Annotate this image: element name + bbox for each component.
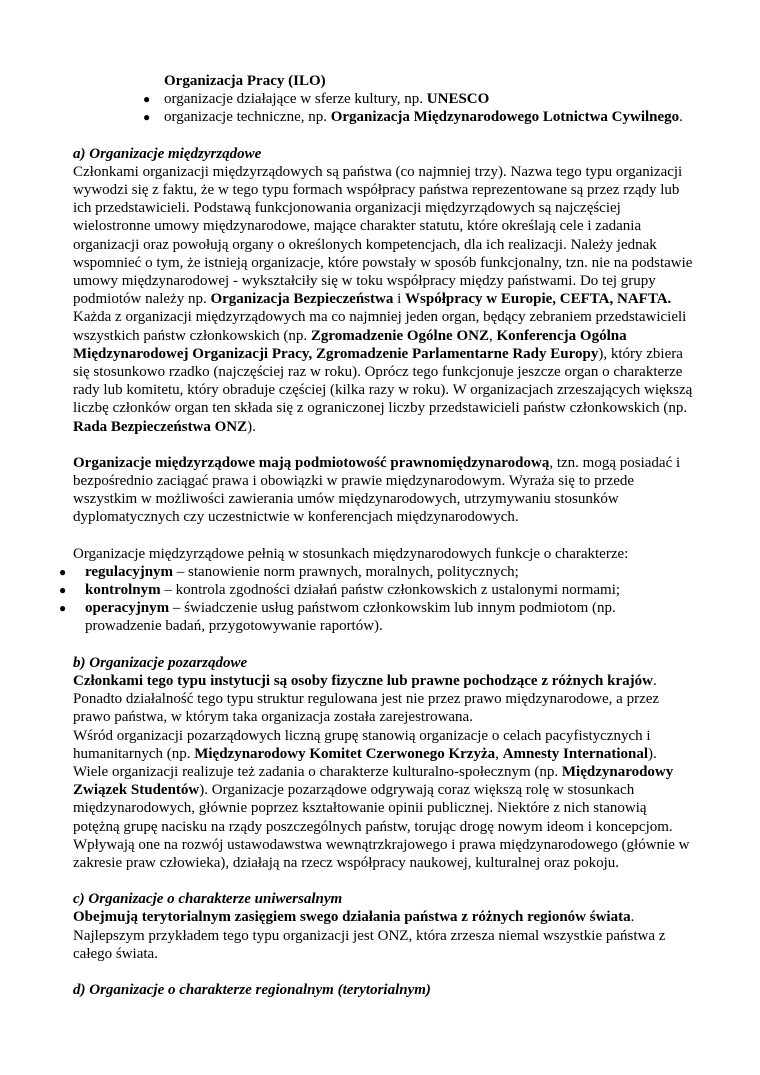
function-item-operational: ● operacyjnym – świadczenie usług państwom członkowskim lub innym podmiotom (np. prowadzenie badań, przygotowywanie raportów). — [59, 600, 616, 635]
section-b-heading: b) Organizacje pozarządowe — [73, 654, 248, 671]
bullet-icon: ● — [59, 601, 67, 616]
function-item-regulatory: ● regulacyjnym – stanowienie norm prawnych, moralnych, politycznych; — [59, 563, 519, 580]
section-c-paragraph-1: Obejmują terytorialnym zasięgiem swego działania państwa z różnych regionów świata. Najlepszym przykładem tego typu organizacji jest ONZ, która zrzesza niemal wszystkie państwa z całego świata. — [73, 909, 666, 962]
bullet-icon: ● — [143, 92, 151, 107]
section-a-paragraph-3: Organizacje międzyrządowe mają podmiotowość prawnomiędzynarodową, tzn. mogą posiadać i bezpośrednio zaciągać prawa i obowiązki w prawie międzynarodowym. Wyraża się to przede wszystkim w możliwości zawierania umów międzynarodowych, utrzymywaniu stosunków dyplomatycznych czy uczestnictwie w konferencjach międzynarodowych. — [73, 454, 681, 526]
bullet-icon: ● — [59, 583, 67, 598]
section-c-heading: c) Organizacje o charakterze uniwersalnym — [73, 891, 343, 908]
section-a-paragraph-1: Członkami organizacji międzyrządowych są państwa (co najmniej trzy). Nazwa tego typu organizacji wywodzi się z faktu, że w tego typu formach współpracy państwa reprezentowane są przez rządy lub ich przedstawicieli. Podstawą funkcjonowania organizacji międzyrządowych są najczęściej wielostronne umowy międzynarodowe, mające charakter statutu, które określają cele i zadania organizacji oraz powołują organy o określonych kompetencjach, dla ich realizacji. Należy jednak wspomnieć o tym, że istnieją organizacje, które powstały w sposób funkcjonalny, tzn. nie na podstawie umowy międzynarodowej - wykształciły się w toku współpracy między państwami. Do tej grupy podmiotów należy np. Organizacja Bezpieczeństwa i Współpracy w Europie, CEFTA, NAFTA. — [73, 163, 693, 308]
section-b-paragraph-2: Wśród organizacji pozarządowych liczną grupę stanowią organizacje o celach pacyfistycznych i humanitarnych (np. Międzynarodowy Komitet Czerwonego Krzyża, Amnesty International). Wiele organizacji realizuje też zadania o charakterze kulturalno-społecznym (np. Międzynarodowy Związek Studentów). Organizacje pozarządowe odgrywają coraz większą rolę w stosunkach międzynarodowych, głównie poprzez kształtowanie opinii publicznej. Niektóre z nich stanowią potężną grupę nacisku na rządy poszczególnych państw, torując drogę nowym ideom i koncepcjom. Wpływają one na rozwój ustawodawstwa wewnątrzkrajowego i prawa międzynarodowego (głównie w zakresie praw człowieka), działają na rzecz współpracy naukowej, kulturalnej oraz pokoju. — [73, 727, 690, 871]
section-b-paragraph-1: Członkami tego typu instytucji są osoby fizyczne lub prawne pochodzące z różnych krajów. Ponadto działalność tego typu struktur regulowana jest nie przez prawo międzynarodowe, a przez prawo państwa, w którym taka organizacja została zarejestrowana. — [73, 672, 660, 726]
list-item-culture: ● organizacje działające w sferze kultury, np. UNESCO — [143, 91, 490, 108]
section-a-paragraph-2: Każda z organizacji międzyrządowych ma co najmniej jeden organ, będący zebraniem przedstawicieli wszystkich państw członkowskich (np. Zgromadzenie Ogólne ONZ, Konferencja Ogólna Międzynarodowej Organizacji Pracy, Zgromadzenie Parlamentarne Rady Europy), który zbiera się stosunkowo rzadko (najczęściej raz w roku). Oprócz tego funkcjonuje jeszcze organ o charakterze rady lub komitetu, który obraduje częściej (kilka razy w roku). W organizacjach zrzeszających większą liczbę członków organ ten składa się z ograniczonej liczby przedstawicieli państw członkowskich (np. Rada Bezpieczeństwa ONZ). — [73, 309, 693, 435]
bullet-icon: ● — [143, 110, 151, 125]
ilo-text: Organizacja Pracy (ILO) — [164, 73, 326, 89]
functions-list — [59, 563, 693, 636]
function-item-control: ● kontrolnym – kontrola zgodności działań państw członkowskich z ustalonymi normami; — [59, 582, 621, 599]
bullet-icon: ● — [59, 564, 67, 579]
intro-list — [73, 72, 693, 127]
list-item-technical: ● organizacje techniczne, np. Organizacja Międzynarodowego Lotnictwa Cywilnego. — [143, 109, 683, 126]
icao-text: Organizacja Międzynarodowego Lotnictwa Cywilnego — [330, 109, 680, 126]
list-item-ilo-continuation — [73, 72, 693, 90]
section-d-heading: d) Organizacje o charakterze regionalnym (terytorialnym) — [73, 981, 431, 998]
section-a-heading: a) Organizacje międzyrządowe — [73, 145, 262, 162]
unesco-text: UNESCO — [426, 91, 490, 108]
document-page — [59, 72, 693, 999]
section-a-paragraph-4: Organizacje międzyrządowe pełnią w stosunkach międzynarodowych funkcje o charakterze: — [73, 545, 629, 562]
